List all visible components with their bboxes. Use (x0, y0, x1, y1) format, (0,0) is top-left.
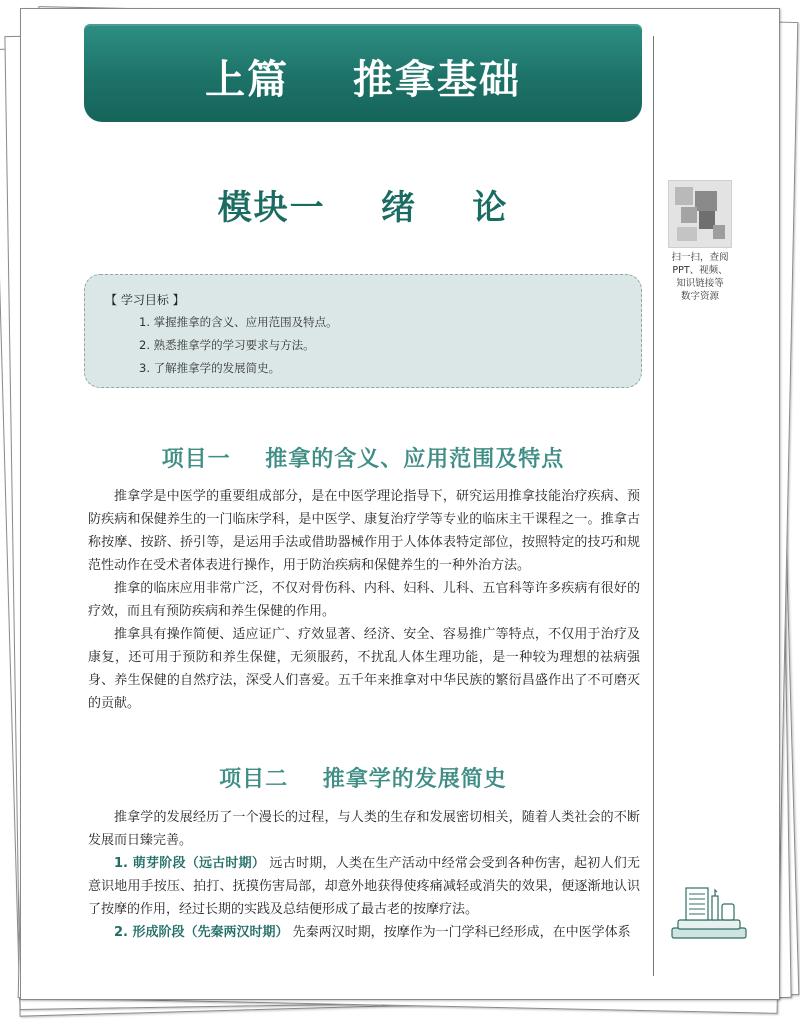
objective-item: 1. 掌握推拿的含义、应用范围及特点。 (139, 315, 338, 329)
part-banner (84, 24, 642, 122)
paragraph: 推拿具有操作简便、适应证广、疗效显著、经济、安全、容易推广等特点，不仅用于治疗及康复，还可用于预防和养生保健，无须服药，不扰乱人体生理功能，是一种较为理想的祛病强身、养生保健的自然疗法，深受人们喜爱。五千年来推拿对中华民族的繁衍昌盛作出了不可磨灭的贡献。 (88, 627, 640, 711)
margin-divider (653, 36, 654, 976)
objective-item: 2. 熟悉推拿学的学习要求与方法。 (139, 338, 315, 352)
qr-caption-line: 知识链接等 (676, 278, 724, 289)
objective-item: 3. 了解推拿学的发展简史。 (139, 361, 281, 375)
stage-label: 2. 形成阶段（先秦两汉时期） (114, 925, 289, 940)
learning-objectives-box (84, 274, 642, 388)
qr-code-icon[interactable] (668, 180, 732, 248)
paragraph: 推拿学是中医学的重要组成部分，是在中医学理论指导下，研究运用推拿技能治疗疾病、预防疾病和保健养生的一门临床学科，是中医学、康复治疗学等专业的临床主干课程之一。推拿古称按摩、按跻、挢引等，是运用手法或借助器械作用于人体体表特定部位，按照特定的技巧和规范性动作在受术者体表进行操作，用于防治疾病和保健养生的一种外治方法。 (88, 489, 640, 573)
stage-text: 远古时期，人类在生产活动中经常会受到各种伤害，起初人们无意识地用手按压、拍打、抚摸伤害局部，却意外地获得使疼痛减轻或消失的效果，便逐渐地认识了按摩的作用，经过长期的实践及总结便形成了最古老的按摩疗法。 (88, 856, 640, 917)
paragraph (88, 852, 640, 921)
objectives-title: 【 学习目标 】 (105, 293, 185, 307)
paragraph (88, 921, 640, 944)
stage-text: 先秦两汉时期，按摩作为一门学科已经形成，在中医学体系 (288, 925, 631, 940)
qr-caption-line: PPT、视频、 (672, 265, 728, 276)
qr-caption-line: 数字资源 (680, 291, 719, 302)
books-icon (668, 882, 750, 942)
paragraph: 推拿的临床应用非常广泛，不仅对骨伤科、内科、妇科、儿科、五官科等许多疾病有很好的疗效，而且有预防疾病和养生保健的作用。 (88, 581, 640, 619)
section-title-1: 项目一 推拿的含义、应用范围及特点 (161, 447, 565, 472)
module-title: 模块一 绪 论 (217, 188, 509, 228)
qr-caption (660, 251, 740, 303)
section-title-2: 项目二 推拿学的发展简史 (219, 767, 507, 792)
stage-label: 1. 萌芽阶段（远古时期） (114, 856, 266, 871)
qr-caption-line: 扫一扫，查阅 (671, 252, 729, 263)
paragraph: 推拿学的发展经历了一个漫长的过程，与人类的生存和发展密切相关，随着人类社会的不断发展而日臻完善。 (88, 810, 640, 848)
part-title: 上篇 推拿基础 (205, 56, 521, 103)
